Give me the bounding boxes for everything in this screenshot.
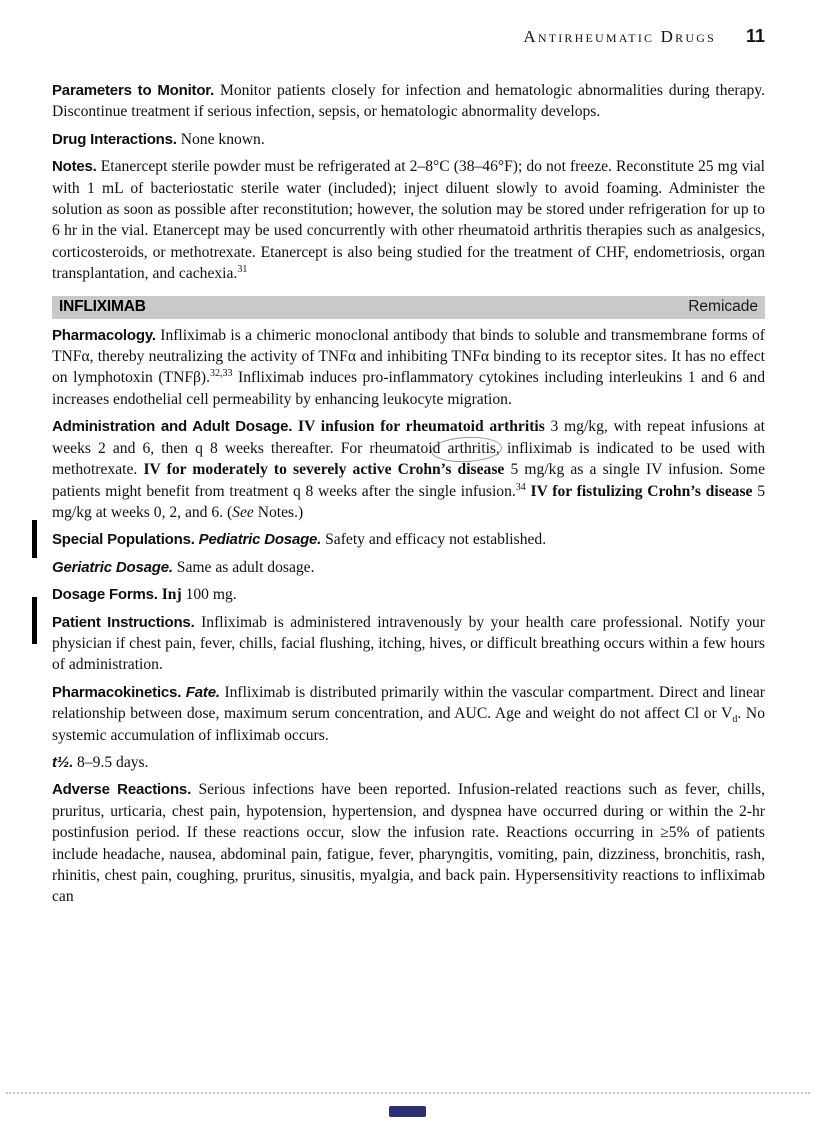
- run-in-heading: Drug Interactions.: [52, 130, 181, 148]
- run-in-heading: Special Populations.: [52, 531, 199, 549]
- paragraph: [52, 325, 769, 411]
- text-run: Infliximab is distributed primarily within the vascular compartment. Direct and linear relationship between dose, maximum serum concentration, and AUC. Age and weight do not affect Cl or V: [52, 683, 769, 723]
- footer-dotted-line: [6, 1092, 810, 1094]
- run-in-heading: Notes.: [52, 158, 101, 176]
- drug-section-bar: [52, 296, 765, 319]
- doc-body: [52, 80, 769, 914]
- paragraph: [52, 129, 765, 150]
- text-run: IV for moderately to severely active Crohn’s disease: [143, 461, 511, 479]
- paragraph: [52, 779, 769, 907]
- text-run: 31: [237, 264, 248, 276]
- text-run: 100 mg.: [185, 586, 237, 604]
- scan-mark-left-2: [32, 597, 37, 644]
- text-run: 32,33: [210, 368, 233, 380]
- paragraph: [52, 584, 765, 605]
- run-in-heading: Fate.: [185, 683, 225, 701]
- run-in-heading: Pharmacology.: [52, 326, 161, 344]
- brand-name: Remicade: [688, 297, 758, 315]
- text-run: IV infusion for rheumatoid arthritis: [298, 418, 551, 436]
- text-run: d: [732, 714, 738, 726]
- text-run: 8–9.5 days.: [77, 753, 149, 771]
- text-run: Serious infections have been reported. Infusion-related reactions such as fever, chills, pruritus, urticaria, chest pain, hypotension, hypertension, and dyspnea have occurred during or within the 2-hr postinfusion period. If these reactions occur, slow the infusion rate. Reactions occurring in ≥5% of patients include headache, nausea, abdominal pain, fatigue, fever, pharyngitis, vomiting, pain, dizziness, bronchitis, rash, rhinitis, chest pain, coughing, pruritus, sinusitis, myalgia, and back pain. Hypersensitivity reactions to infliximab can: [52, 781, 769, 906]
- paragraph: [52, 529, 765, 550]
- scan-mark-left-1: [32, 520, 37, 558]
- page-number: 11: [745, 26, 765, 46]
- paragraph: [52, 752, 765, 773]
- text-run: Infliximab is a chimeric monoclonal antibody that binds to soluble and transmembrane forms of TNFα, thereby neutralizing the activity of TNFα and inhibiting TNFα binding to its receptor sites. It has no effect on lymphotoxin (TNFβ).: [52, 326, 769, 387]
- text-run: arthritis: [447, 439, 497, 457]
- paragraph: [52, 80, 769, 123]
- text-run: Same as adult dosage.: [176, 558, 315, 576]
- text-run: 5 mg/kg at weeks 0, 2, and 6. (: [52, 482, 769, 521]
- paragraph: [52, 557, 765, 578]
- text-run: . No systemic accumulation of infliximab occurs.: [52, 705, 769, 744]
- text-run: , infliximab is indicated to be used with methotrexate.: [52, 439, 769, 479]
- text-run: Etanercept sterile powder must be refrigerated at 2–8°C (38–46°F); do not freeze. Reconstitute 25 mg vial with 1 mL of bacteriostatic sterile water (included); inject diluent slowly to avoid foaming. Administer the solution as soon as possible after reconstitution; however, the solution may be stored under refrigeration for up to 6 hr in the vial. Etanercept may be used concurrently with other rheumatoid arthritis therapies such as analgesics, corticosteroids, or methotrexate. Etanercept is also being studied for the treatment of CHF, endometriosis, organ transplantation, and cachexia.: [52, 158, 769, 283]
- text-run: 5 mg/kg as a single IV infusion. Some patients might benefit from treatment q 8 weeks after the single infusion.: [52, 461, 769, 500]
- run-in-heading: t½.: [52, 753, 78, 771]
- run-in-heading: Parameters to Monitor.: [52, 82, 221, 99]
- drug-name: INFLIXIMAB: [59, 297, 146, 315]
- text-run: Monitor patients closely for infection and hematologic abnormalities during therapy. Discontinue treatment if serious infection, sepsis, or hematologic abnormality develops.: [52, 82, 769, 121]
- run-in-heading: Pharmacokinetics.: [52, 683, 186, 701]
- run-in-heading: Adverse Reactions.: [52, 781, 199, 799]
- run-in-heading: Pediatric Dosage.: [198, 531, 326, 549]
- text-run: See: [232, 503, 254, 521]
- text-run: 34: [515, 481, 526, 493]
- text-run: Infliximab is administered intravenously by your health care professional. Notify your physician if chest pain, fever, chills, facial flushing, itching, hives, or difficult breathing occurs within a few hours of administration.: [52, 613, 769, 674]
- text-run: Notes.): [253, 503, 304, 521]
- footer-ink-mark: [389, 1106, 426, 1117]
- paragraph: [52, 612, 769, 676]
- run-in-heading: Dosage Forms.: [52, 586, 162, 604]
- paragraph: [52, 156, 769, 284]
- run-in-heading: Geriatric Dosage.: [52, 558, 177, 576]
- running-title: Antirheumatic Drugs: [523, 27, 716, 46]
- run-in-heading: Patient Instructions.: [52, 613, 202, 631]
- text-run: Safety and efficacy not established.: [325, 531, 547, 549]
- text-run: Inj: [161, 586, 186, 604]
- text-run: None known.: [180, 130, 265, 148]
- paragraph: [52, 416, 769, 523]
- text-run: Infliximab induces pro-inflammatory cytokines including interleukins 1 and 6 and increases endothelial cell permeability by enhancing leukocyte migration.: [52, 369, 769, 408]
- run-in-heading: Administration and Adult Dosage.: [52, 418, 299, 436]
- page-header: [523, 26, 765, 47]
- text-run: 3 mg/kg, with repeat infusions at weeks 2 and 6, then q 8 weeks thereafter. For rheumatoid: [52, 418, 769, 457]
- text-run: IV for fistulizing Crohn’s disease: [530, 482, 758, 500]
- paragraph: [52, 682, 769, 746]
